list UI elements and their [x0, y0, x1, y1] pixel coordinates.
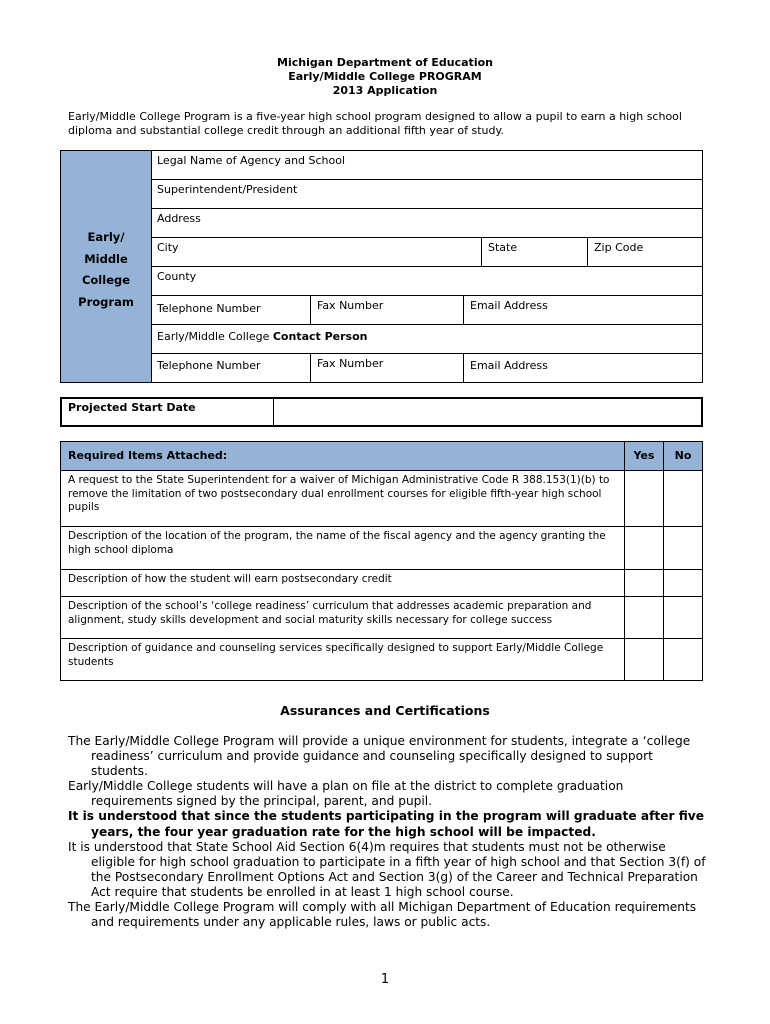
header-year: 2013 Application: [332, 84, 438, 97]
contact-fax-label: Fax Number: [317, 357, 384, 370]
required-items-header: [61, 442, 702, 471]
contact-email-field[interactable]: [463, 354, 702, 383]
address-label: Address: [157, 212, 201, 225]
side-label-line: College: [81, 273, 131, 287]
required-item-row: [61, 570, 702, 597]
fax-field[interactable]: [310, 296, 463, 324]
header-department: Michigan Department of Education: [277, 56, 493, 69]
contact-person-field[interactable]: [151, 325, 702, 354]
required-item-text: Description of guidance and counseling services specifically designed to support Early/Middle College students: [68, 642, 604, 668]
phone-fax-email-row: [151, 296, 702, 325]
required-item-text: Description of the school’s ‘college readiness’ curriculum that addresses academic preparation and alignment, study skills development and social maturity skills necessary for college success: [68, 600, 592, 626]
start-date-table: [60, 397, 703, 427]
fax-label: Fax Number: [317, 299, 384, 312]
legal-name-label: Legal Name of Agency and School: [157, 154, 346, 167]
city-label: City: [157, 241, 179, 254]
legal-name-field[interactable]: [151, 151, 702, 180]
contact-prefix: Early/Middle College: [157, 330, 273, 343]
side-label-line: Program: [78, 294, 134, 309]
contact-bold: Contact Person: [272, 330, 368, 343]
contact-person-label: [151, 325, 702, 353]
city-field[interactable]: [151, 238, 481, 266]
side-label-line: Early/: [87, 230, 125, 244]
assurance-item: The Early/Middle College Program will provide a unique environment for students, integrate a ‘college readiness’ curriculum and provide guidance and counseling specifically designed to support students.: [68, 734, 691, 779]
state-label: State: [488, 241, 518, 254]
side-label-cell: [61, 151, 152, 382]
no-column-header: No: [663, 442, 702, 470]
required-item-text: Description of the location of the program, the name of the fiscal agency and the agency granting the high school diploma: [68, 530, 606, 556]
header-program: Early/Middle College PROGRAM: [288, 70, 482, 83]
assurances-title: Assurances and Certifications: [280, 703, 490, 718]
superintendent-label: Superintendent/President: [157, 183, 298, 196]
contact-telephone-field[interactable]: [151, 354, 310, 383]
required-item-text: A request to the State Superintendent for a waiver of Michigan Administrative Code R 388.153(1)(b) to remove the limitation of two postsecondary dual enrollment courses for eligible fifth-year high school pupils: [68, 474, 610, 513]
no-checkbox-column[interactable]: [663, 471, 702, 680]
side-label: [61, 227, 151, 313]
agency-info-table: [60, 150, 703, 383]
required-item-row: [61, 471, 702, 527]
contact-fax-field[interactable]: [310, 354, 463, 383]
county-field[interactable]: [151, 267, 702, 296]
email-label: Email Address: [470, 299, 548, 312]
zip-field[interactable]: [587, 238, 702, 266]
page-number: 1: [380, 972, 390, 987]
contact-telephone-label: Telephone Number: [157, 359, 261, 372]
state-field[interactable]: [481, 238, 587, 266]
address-field[interactable]: [151, 209, 702, 238]
required-item-text: Description of how the student will earn postsecondary credit: [68, 573, 392, 585]
yes-column-header: Yes: [624, 442, 663, 470]
city-state-zip-row: [151, 238, 702, 267]
side-label-line: Middle: [84, 251, 128, 266]
required-item-row: [61, 597, 702, 639]
contact-phone-fax-email-row: [151, 354, 702, 383]
assurance-item: It is understood that since the students participating in the program will graduate after five years, the four year graduation rate for the high school will be impacted.: [68, 809, 704, 839]
email-field[interactable]: [463, 296, 702, 324]
county-label: County: [157, 270, 197, 283]
intro-paragraph: Early/Middle College Program is a five-year high school program designed to allow a pupil to earn a high school diploma and substantial college credit through an additional fifth year of study.: [68, 110, 682, 137]
telephone-label: Telephone Number: [157, 302, 261, 315]
start-date-input[interactable]: [275, 399, 701, 425]
zip-label: Zip Code: [594, 241, 644, 254]
required-item-row: [61, 639, 702, 680]
assurance-item: The Early/Middle College Program will comply with all Michigan Department of Education requirements and requirements under any applicable rules, laws or public acts.: [68, 900, 697, 930]
assurance-item: Early/Middle College students will have a plan on file at the district to complete graduation requirements signed by the principal, parent, and pupil.: [68, 779, 624, 809]
telephone-field[interactable]: [151, 296, 310, 324]
required-items-title: Required Items Attached:: [68, 449, 228, 462]
contact-email-label: Email Address: [470, 359, 548, 372]
required-item-row: [61, 527, 702, 570]
required-items-table: [60, 441, 703, 681]
start-date-label: Projected Start Date: [62, 399, 274, 425]
assurances-list: [68, 734, 708, 930]
superintendent-field[interactable]: [151, 180, 702, 209]
assurance-item: It is understood that State School Aid Section 6(4)m requires that students must not be otherwise eligible for high school graduation to participate in a fifth year of high school and that Section 3(f) of the Postsecondary Enrollment Options Act and Section 3(g) of the Career and Technical Preparation Act require that students be enrolled in at least 1 high school course.: [68, 839, 706, 899]
yes-checkbox-column[interactable]: [624, 471, 663, 680]
